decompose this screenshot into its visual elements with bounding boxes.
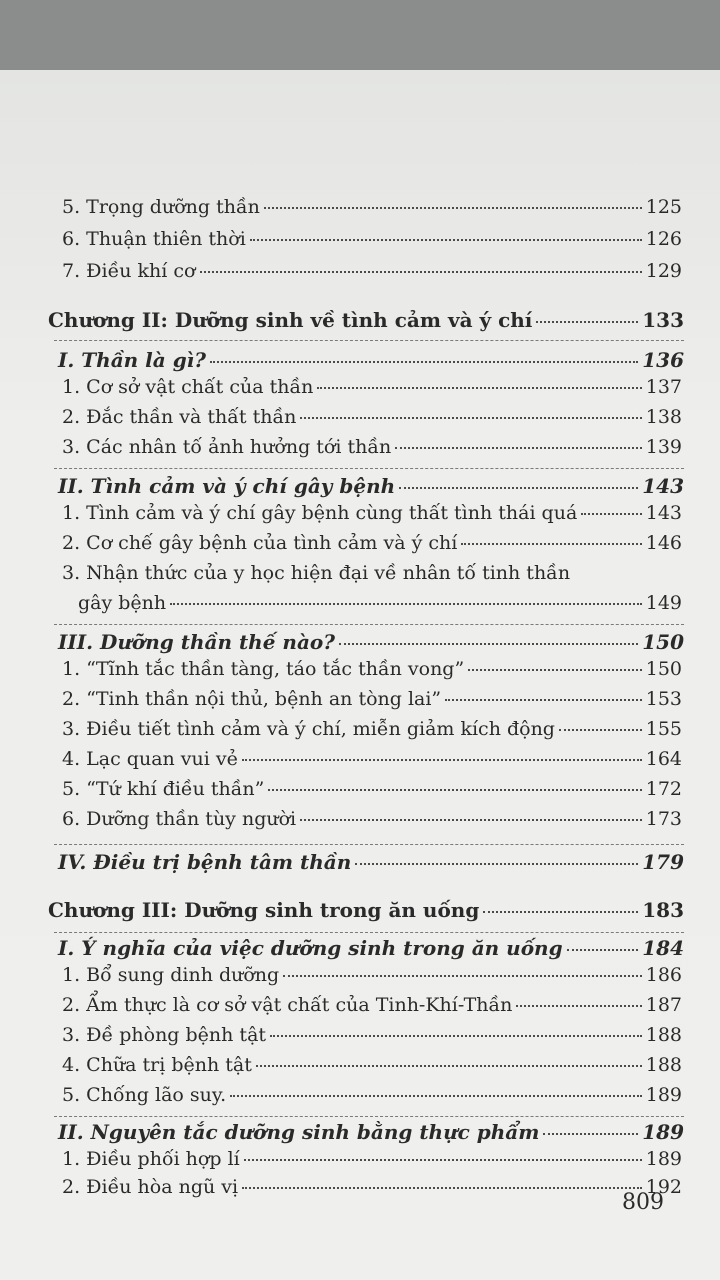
toc-section-title: I. Thần là gì?: [58, 348, 206, 372]
toc-entry-title: 3. Nhận thức của y học hiện đại về nhân tố tinh thần: [62, 562, 571, 584]
toc-entry-page: 149: [645, 592, 682, 614]
dot-leader: [200, 271, 642, 273]
dot-leader: [581, 513, 641, 515]
dot-leader: [355, 863, 638, 865]
dot-leader: [242, 759, 642, 761]
toc-section-page: 189: [642, 1120, 684, 1144]
toc-entry-page: 172: [645, 778, 682, 800]
toc-entry: [62, 718, 682, 740]
toc-entry: [62, 748, 682, 770]
toc-entry-title: 5. “Tứ khí điều thần”: [62, 778, 265, 800]
toc-entry-title: 1. Cơ sở vật chất của thần: [62, 376, 314, 398]
toc-entry-page: 164: [645, 748, 682, 770]
dot-leader: [300, 417, 641, 419]
toc-chapter-title: Chương III: Dưỡng sinh trong ăn uống: [48, 898, 480, 922]
toc-entry-wrapped-line: [62, 562, 682, 584]
toc-entry: [62, 1148, 682, 1170]
toc-entry: [62, 778, 682, 800]
toc-entry: [62, 1024, 682, 1046]
toc-entry-title: 2. Ẩm thực là cơ sở vật chất của Tinh-Khí-Thần: [62, 994, 513, 1016]
section-divider: [54, 1116, 684, 1117]
dot-leader: [268, 789, 641, 791]
toc-section-page: 184: [642, 936, 684, 960]
toc-entry-page: 189: [645, 1148, 682, 1170]
toc-entry-title: 7. Điều khí cơ: [62, 260, 196, 282]
toc-section: [58, 474, 684, 498]
toc-entry-page: 155: [645, 718, 682, 740]
toc-section-page: 136: [642, 348, 684, 372]
dot-leader: [395, 447, 642, 449]
toc-entry: [62, 658, 682, 680]
toc-entry-title: 2. Cơ chế gây bệnh của tình cảm và ý chí: [62, 532, 458, 554]
toc-chapter: [48, 308, 684, 332]
toc-entry-page: 188: [645, 1054, 682, 1076]
toc-entry: [62, 1054, 682, 1076]
toc-entry-page: 153: [645, 688, 682, 710]
toc-section-page: 150: [642, 630, 684, 654]
dot-leader: [483, 911, 638, 913]
section-divider: [54, 468, 684, 469]
dot-leader: [559, 729, 642, 731]
toc-entry-page: 129: [645, 260, 682, 282]
dot-leader: [210, 361, 638, 363]
toc-entry-page: 126: [645, 228, 682, 250]
table-of-contents: [0, 70, 720, 1280]
section-divider: [54, 624, 684, 625]
book-page: [0, 70, 720, 1280]
dot-leader: [230, 1095, 642, 1097]
toc-entry: [62, 502, 682, 524]
toc-section-title: II. Tình cảm và ý chí gây bệnh: [58, 474, 396, 498]
section-divider: [54, 844, 684, 845]
dot-leader: [270, 1035, 642, 1037]
dot-leader: [317, 387, 641, 389]
dot-leader: [339, 643, 638, 645]
toc-section-title: II. Nguyên tắc dưỡng sinh bằng thực phẩm: [58, 1120, 540, 1144]
toc-entry-page: 173: [645, 808, 682, 830]
toc-entry-page: 143: [645, 502, 682, 524]
toc-chapter-page: 133: [642, 308, 684, 332]
dot-leader: [244, 1159, 642, 1161]
toc-chapter: [48, 898, 684, 922]
toc-entry-title: 1. Tình cảm và ý chí gây bệnh cùng thất tình thái quá: [62, 502, 578, 524]
dot-leader: [399, 487, 638, 489]
toc-entry: [62, 376, 682, 398]
toc-section: [58, 630, 684, 654]
toc-entry-title: 1. Bổ sung dinh dưỡng: [62, 964, 280, 986]
toc-entry-title: 4. Lạc quan vui vẻ: [62, 748, 238, 770]
dot-leader: [256, 1065, 642, 1067]
toc-section: [58, 1120, 684, 1144]
toc-chapter-page: 183: [642, 898, 684, 922]
toc-entry-page: 187: [645, 994, 682, 1016]
dot-leader: [536, 321, 638, 323]
toc-section-page: 143: [642, 474, 684, 498]
toc-entry-page: 188: [645, 1024, 682, 1046]
toc-entry-title: 3. Đề phòng bệnh tật: [62, 1024, 267, 1046]
toc-section: [58, 936, 684, 960]
section-divider: [54, 340, 684, 341]
toc-entry-title: 1. Điều phối hợp lí: [62, 1148, 240, 1170]
toc-section-title: IV. Điều trị bệnh tâm thần: [58, 850, 352, 874]
toc-chapter-title: Chương II: Dưỡng sinh về tình cảm và ý chí: [48, 308, 533, 332]
toc-entry: [62, 260, 682, 282]
dot-leader: [567, 949, 639, 951]
toc-entry-page: 189: [645, 1084, 682, 1106]
toc-section-page: 179: [642, 850, 684, 874]
toc-entry-title: 2. Đắc thần và thất thần: [62, 406, 297, 428]
toc-entry-title: 2. “Tinh thần nội thủ, bệnh an tòng lai”: [62, 688, 442, 710]
dot-leader: [516, 1005, 641, 1007]
toc-entry-title: 4. Chữa trị bệnh tật: [62, 1054, 252, 1076]
toc-entry: [62, 808, 682, 830]
page-number: 809: [622, 1190, 664, 1215]
toc-entry-title: 1. “Tĩnh tắc thần tàng, táo tắc thần vong”: [62, 658, 465, 680]
dot-leader: [242, 1187, 642, 1189]
toc-entry: [62, 196, 682, 218]
toc-entry: [62, 688, 682, 710]
toc-entry: [62, 532, 682, 554]
dot-leader: [283, 975, 642, 977]
toc-section-title: I. Ý nghĩa của việc dưỡng sinh trong ăn uống: [58, 936, 563, 960]
toc-entry: [78, 592, 682, 614]
dot-leader: [264, 207, 642, 209]
toc-entry-page: 192: [645, 1176, 682, 1198]
dot-leader: [170, 603, 642, 605]
toc-entry-page: 125: [645, 196, 682, 218]
dot-leader: [300, 819, 642, 821]
toc-entry-page: 139: [645, 436, 682, 458]
toc-entry-page: 146: [645, 532, 682, 554]
toc-entry-title: 3. Các nhân tố ảnh hưởng tới thần: [62, 436, 392, 458]
toc-entry-title-continued: gây bệnh: [78, 592, 167, 614]
toc-entry: [62, 994, 682, 1016]
toc-entry-title: 2. Điều hòa ngũ vị: [62, 1176, 239, 1198]
toc-entry: [62, 964, 682, 986]
toc-entry: [62, 1084, 682, 1106]
toc-entry-title: 6. Thuận thiên thời: [62, 228, 246, 250]
dot-leader: [468, 669, 642, 671]
toc-entry-title: 3. Điều tiết tình cảm và ý chí, miễn giảm kích động: [62, 718, 555, 740]
toc-section: [58, 850, 684, 874]
toc-section-title: III. Dưỡng thần thế nào?: [58, 630, 335, 654]
dot-leader: [461, 543, 641, 545]
dot-leader: [250, 239, 642, 241]
toc-entry-title: 5. Chống lão suy.: [62, 1084, 227, 1106]
dot-leader: [543, 1133, 638, 1135]
toc-entry-page: 137: [645, 376, 682, 398]
toc-entry-page: 150: [645, 658, 682, 680]
toc-entry: [62, 436, 682, 458]
toc-entry-title: 5. Trọng dưỡng thần: [62, 196, 260, 218]
toc-section: [58, 348, 684, 372]
dot-leader: [445, 699, 642, 701]
toc-entry-page: 186: [645, 964, 682, 986]
toc-entry: [62, 1176, 682, 1198]
toc-entry-page: 138: [645, 406, 682, 428]
toc-entry: [62, 406, 682, 428]
toc-entry-title: 6. Dưỡng thần tùy người: [62, 808, 297, 830]
section-divider: [54, 932, 684, 933]
toc-entry: [62, 228, 682, 250]
